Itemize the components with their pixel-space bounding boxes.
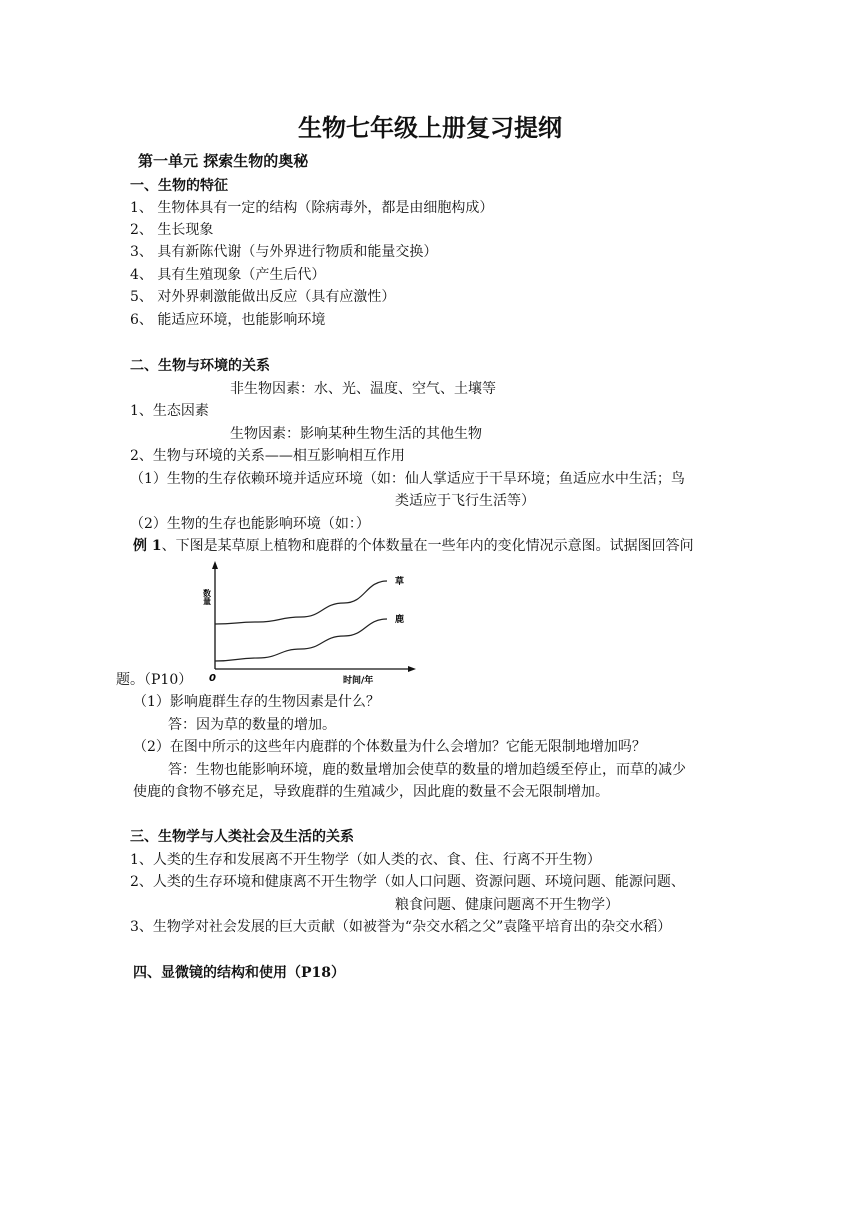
x-axis-arrow xyxy=(408,666,416,672)
list-item: 4、 具有生殖现象（产生后代） xyxy=(130,267,326,283)
list-item: 3、生物学对社会发展的巨大贡献（如被誉为“杂交水稻之父”袁隆平培育出的杂交水稻） xyxy=(130,919,672,935)
abiotic-factors: 非生物因素：水、光、温度、空气、土壤等 xyxy=(230,381,496,397)
x-axis-label: 时间/年 xyxy=(343,676,374,686)
example-label: 例 1 xyxy=(133,538,162,554)
question-2: （2）在图中所示的这些年内鹿群的个体数量为什么会增加？它能无限制地增加吗？ xyxy=(133,739,646,755)
y-axis-arrow xyxy=(212,561,218,569)
list-item: 1、人类的生存和发展离不开生物学（如人类的衣、食、住、行离不开生物） xyxy=(130,852,601,868)
section-heading-2: 二、生物与环境的关系 xyxy=(130,358,270,374)
section-heading-1: 一、生物的特征 xyxy=(130,178,228,194)
series-label-0: 草 xyxy=(395,577,405,587)
question-1: （1）影响鹿群生存的生物因素是什么？ xyxy=(133,694,380,710)
unit-heading: 第一单元 探索生物的奥秘 xyxy=(138,152,309,170)
section-heading-4: 四、显微镜的结构和使用（P18） xyxy=(133,965,346,981)
biotic-factors: 生物因素：影响某种生物生活的其他生物 xyxy=(230,426,482,442)
series-line-1 xyxy=(215,619,387,661)
page-title: 生物七年级上册复习提纲 xyxy=(298,114,562,142)
point-1-line-1: （1）生物的生存依赖环境并适应环境（如：仙人掌适应于干旱环境；鱼适应水中生活；鸟 xyxy=(130,471,685,487)
example-tail: 题。（P10） xyxy=(116,672,193,688)
list-item: 6、 能适应环境，也能影响环境 xyxy=(130,312,326,328)
answer-2-line-2: 使鹿的食物不够充足，导致鹿群的生殖减少，因此鹿的数量不会无限制增加。 xyxy=(133,784,609,800)
section-heading-3: 三、生物学与人类社会及生活的关系 xyxy=(130,829,354,845)
point-1-line-2: 类适应于飞行生活等） xyxy=(395,493,535,509)
series-label-1: 鹿 xyxy=(395,615,405,625)
list-item-continued: 粮食问题、健康问题离不开生物学） xyxy=(395,897,619,913)
list-item: 3、 具有新陈代谢（与外界进行物质和能量交换） xyxy=(130,244,438,260)
y-axis-label: 数量 xyxy=(202,589,212,605)
example-line xyxy=(133,537,694,555)
list-item: 5、 对外界刺激能做出反应（具有应激性） xyxy=(130,289,396,305)
eco-factors: 1、生态因素 xyxy=(130,403,209,419)
point-2-line: （2）生物的生存也能影响环境（如：） xyxy=(130,516,370,532)
example-text: 、下图是某草原上植物和鹿群的个体数量在一些年内的变化情况示意图。试据图回答问 xyxy=(161,538,694,554)
list-item: 1、 生物体具有一定的结构（除病毒外，都是由细胞构成） xyxy=(130,200,494,216)
relation-line: 2、生物与环境的关系——相互影响相互作用 xyxy=(130,448,405,464)
answer-2-line-1: 答：生物也能影响环境，鹿的数量增加会使草的数量的增加趋缓至停止，而草的减少 xyxy=(168,762,686,778)
list-item: 2、 生长现象 xyxy=(130,222,214,238)
list-item: 2、人类的生存环境和健康离不开生物学（如人口问题、资源问题、环境问题、能源问题、 xyxy=(130,874,685,890)
answer-1: 答：因为草的数量的增加。 xyxy=(168,717,336,733)
series-line-0 xyxy=(215,581,387,624)
population-chart xyxy=(195,557,420,687)
origin-label: 0 xyxy=(209,673,216,684)
